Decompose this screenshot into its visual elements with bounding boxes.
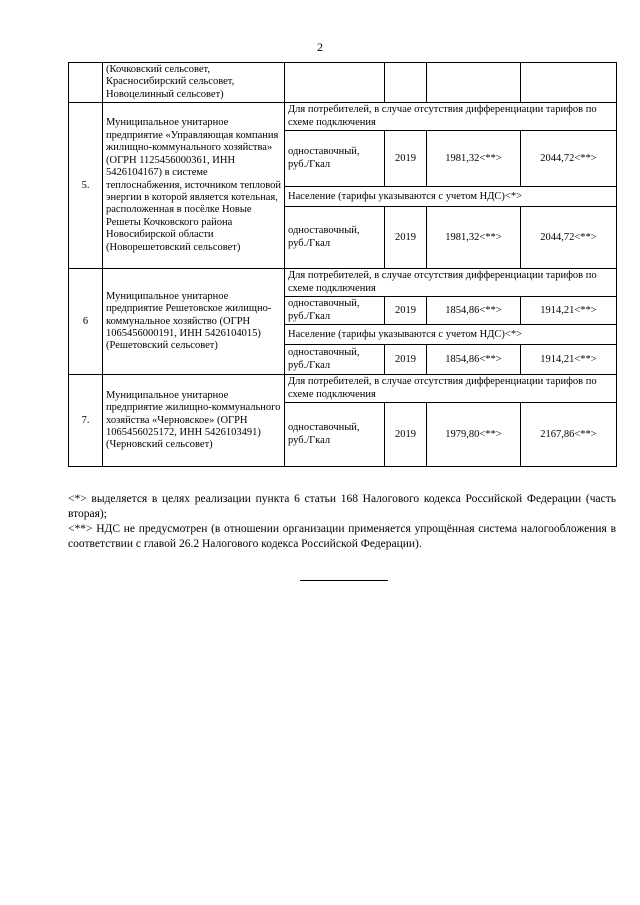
cell-value-2: 1914,21<**> (521, 345, 617, 375)
cell-org: Муниципальное унитарное предприятие жилищно-коммунального хозяйства «Черновское» (ОГРН 1065456025172, ИНН 5426103491) (Черновский сельсовет) (103, 375, 285, 467)
table-row (69, 375, 617, 403)
cell-tariff-type: одноставочный, руб./Гкал (285, 207, 385, 269)
cell-year: 2019 (385, 207, 427, 269)
group-header: Для потребителей, в случае отсутствия дифференциации тарифов по схеме подключения (285, 375, 617, 403)
cell-org: Муниципальное унитарное предприятие Решетовское жилищно-коммунальное хозяйство (ОГРН 1065456000191, ИНН 5426104015) (Решетовский сельсовет) (103, 269, 285, 375)
closing-rule (300, 580, 388, 581)
cell-num: 7. (69, 375, 103, 467)
table-row (69, 269, 617, 297)
cell-org: (Кочковский сельсовет, Красносибирский сельсовет, Новоцелинный сельсовет) (103, 63, 285, 103)
cell-value-2: 2044,72<**> (521, 207, 617, 269)
tariff-table (68, 62, 617, 467)
footnote-1: <*> выделяется в целях реализации пункта 6 статьи 168 Налогового кодекса Российской Федерации (часть вторая); (68, 493, 616, 520)
group-header: Население (тарифы указываются с учетом НДС)<*> (285, 187, 617, 207)
footnotes (68, 492, 616, 552)
cell-value-1: 1981,32<**> (427, 207, 521, 269)
cell-value-2: 2167,86<**> (521, 403, 617, 467)
table-row (69, 103, 617, 131)
group-header: Для потребителей, в случае отсутствия дифференциации тарифов по схеме подключения (285, 269, 617, 297)
cell-year: 2019 (385, 297, 427, 325)
cell-value-1: 1854,86<**> (427, 297, 521, 325)
cell-value-1: 1981,32<**> (427, 131, 521, 187)
table-row-continuation (69, 63, 617, 103)
cell-num (69, 63, 103, 103)
cell-tariff-type: одноставочный, руб./Гкал (285, 345, 385, 375)
footnote-2: <**> НДС не предусмотрен (в отношении организации применяется упрощённая система налогообложения в соответствии с главой 26.2 Налогового кодекса Российской Федерации). (68, 523, 616, 550)
group-header: Для потребителей, в случае отсутствия дифференциации тарифов по схеме подключения (285, 103, 617, 131)
group-header: Население (тарифы указываются с учетом НДС)<*> (285, 325, 617, 345)
cell-num: 5. (69, 103, 103, 269)
cell-year: 2019 (385, 403, 427, 467)
cell-tariff-type: одноставочный, руб./Гкал (285, 403, 385, 467)
cell-year: 2019 (385, 131, 427, 187)
cell-org: Муниципальное унитарное предприятие «Управляющая компания жилищно-коммунального хозяйства» (ОГРН 1125456000361, ИНН 5426104167) в системе теплоснабжения, источником тепловой энергии в которой является котельная, расположенная в посёлке Новые Решеты Кочковского района Новосибирской области (Новорешетовский сельсовет) (103, 103, 285, 269)
cell-value-2: 1914,21<**> (521, 297, 617, 325)
cell-tariff-type: одноставочный, руб./Гкал (285, 297, 385, 325)
cell-year: 2019 (385, 345, 427, 375)
cell-num: 6 (69, 269, 103, 375)
cell-tariff-type: одноставочный, руб./Гкал (285, 131, 385, 187)
cell-value-1: 1979,80<**> (427, 403, 521, 467)
page-number: 2 (317, 40, 323, 54)
cell-value-1: 1854,86<**> (427, 345, 521, 375)
cell-value-2: 2044,72<**> (521, 131, 617, 187)
